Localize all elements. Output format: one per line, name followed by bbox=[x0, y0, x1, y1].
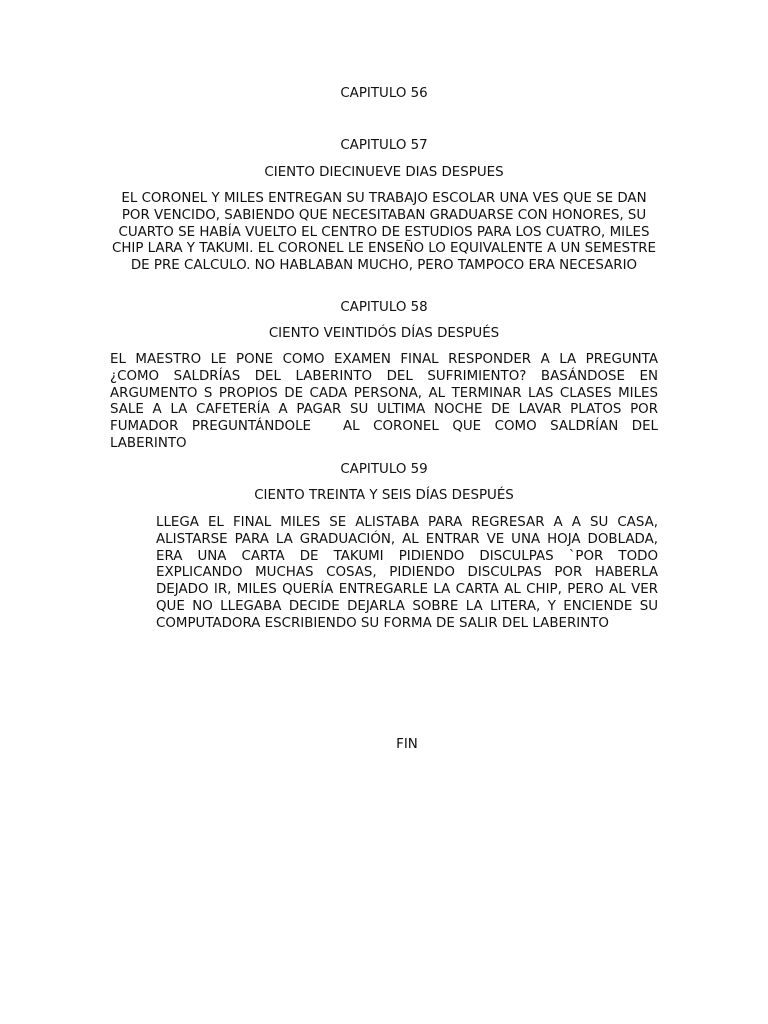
chapter-59-body: LLEGA EL FINAL MILES SE ALISTABA PARA REGRESAR A A SU CASA, ALISTARSE PARA LA GRADUACIÓN, AL ENTRAR VE UNA HOJA DOBLADA, ERA UNA CARTA DE TAKUMI PIDIENDO DISCULPAS `POR TODO EXPLICANDO MUCHAS COSAS, PIDIENDO DISCULPAS POR HABERLA DEJADO IR, MILES QUERÍA ENTREGARLE LA CARTA AL CHIP, PERO AL VER QUE NO LLEGABA DECIDE DEJARLA SOBRE LA LITERA, Y ENCIENDE SU COMPUTADORA ESCRIBIENDO SU FORMA DE SALIR DEL LABERINTO bbox=[156, 515, 658, 631]
end-text: FIN bbox=[396, 737, 418, 752]
chapter-58-body-part1: EL MAESTRO LE PONE COMO EXAMEN FINAL RESPONDER A LA PREGUNTA ¿COMO SALDRÍAS DEL LABERINTO DEL SUFRIMIENTO? BASÁNDOSE EN ARGUMENTO S PROPIOS DE CADA PERSONA, AL TERMINAR LAS CLASES MILES SALE A LA CAFETERÍA A PAGAR SU ULTIMA NOCHE DE LAVAR PLATOS POR FUMADOR PREGUNTÁNDOLE bbox=[110, 352, 658, 435]
chapter-58-body bbox=[110, 352, 658, 453]
chapter-58-heading: CAPITULO 58 bbox=[340, 300, 428, 315]
chapter-57-heading: CAPITULO 57 bbox=[340, 138, 428, 153]
chapter-59-subtitle: CIENTO TREINTA Y SEIS DÍAS DESPUÉS bbox=[254, 488, 514, 503]
chapter-56-heading: CAPITULO 56 bbox=[340, 86, 428, 101]
chapter-58-body-part2: AL CORONEL QUE COMO SALDRÍAN DEL LABERINTO bbox=[110, 419, 658, 451]
chapter-57-subtitle: CIENTO DIECINUEVE DIAS DESPUES bbox=[264, 165, 504, 180]
chapter-57-body: EL CORONEL Y MILES ENTREGAN SU TRABAJO ESCOLAR UNA VES QUE SE DAN POR VENCIDO, SABIENDO QUE NECESITABAN GRADUARSE CON HONORES, SU CUARTO SE HABÍA VUELTO EL CENTRO DE ESTUDIOS PARA LOS CUATRO, MILES CHIP LARA Y TAKUMI. EL CORONEL LE ENSEÑO LO EQUIVALENTE A UN SEMESTRE DE PRE CALCULO. NO HABLABAN MUCHO, PERO TAMPOCO ERA NECESARIO bbox=[111, 191, 657, 274]
chapter-59-heading: CAPITULO 59 bbox=[340, 462, 428, 477]
chapter-58-subtitle: CIENTO VEINTIDÓS DÍAS DESPUÉS bbox=[268, 326, 500, 341]
